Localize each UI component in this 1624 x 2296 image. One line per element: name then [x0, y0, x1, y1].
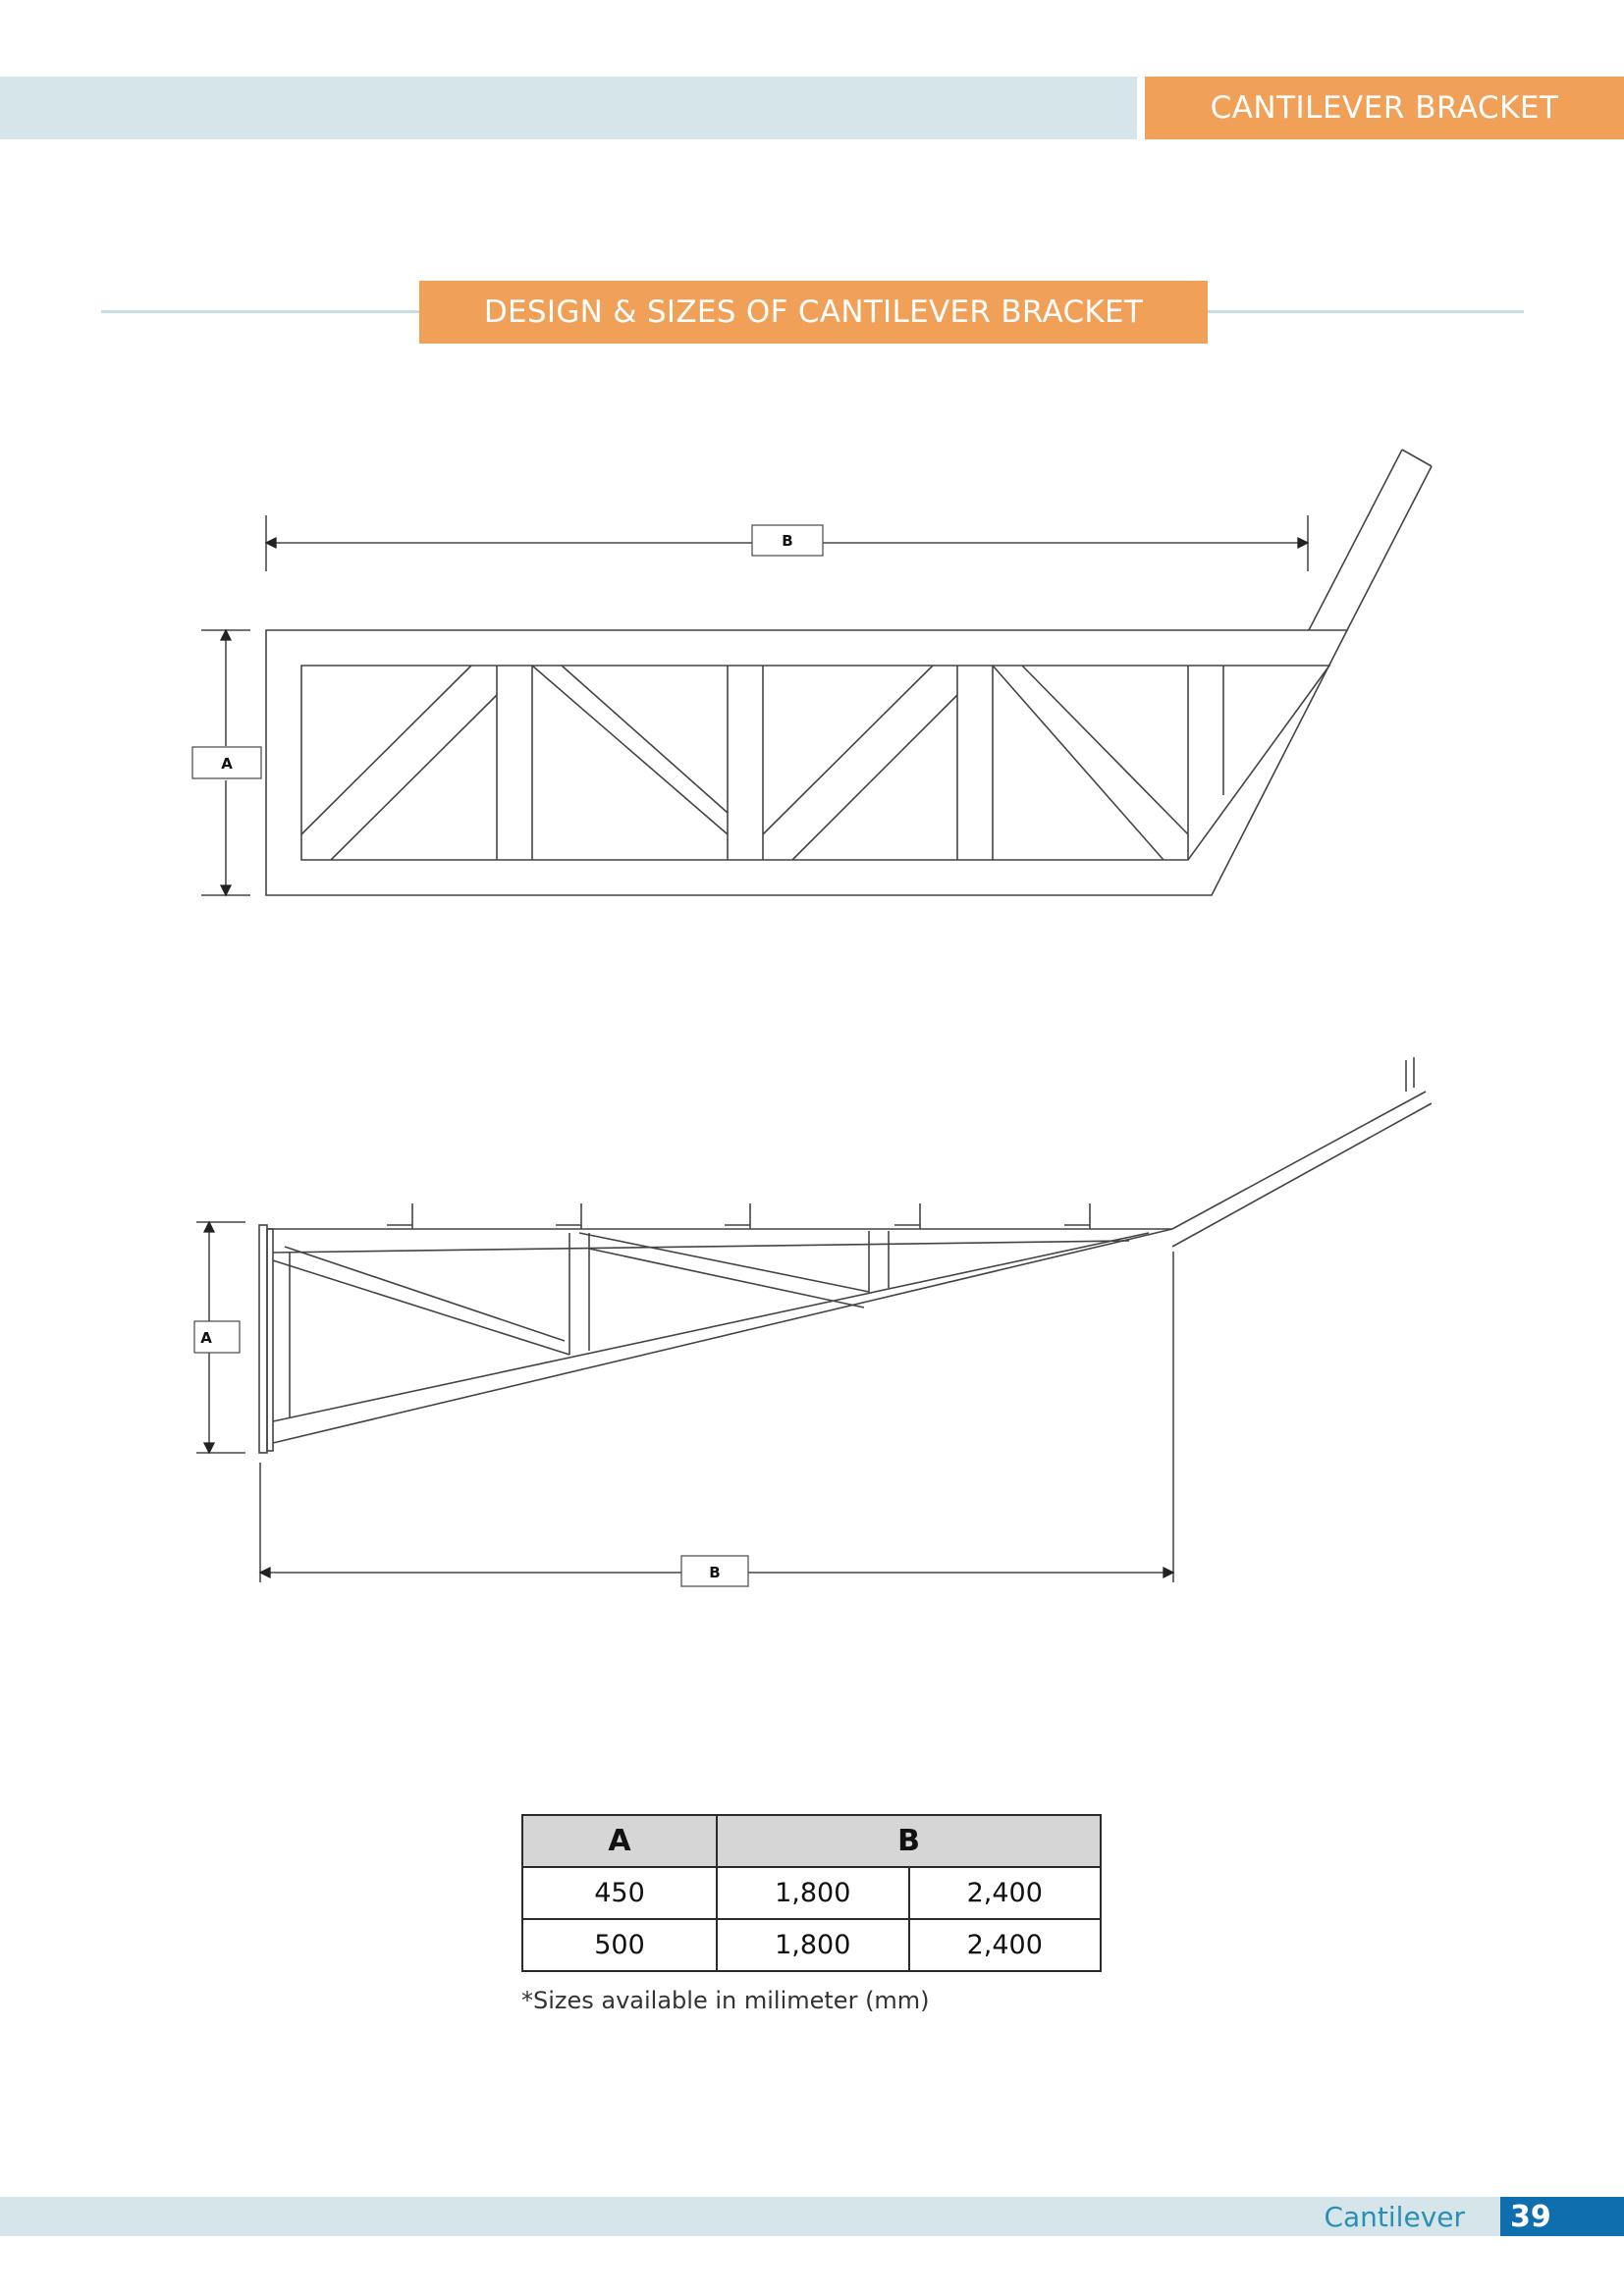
sizes-note: *Sizes available in milimeter (mm) [521, 1987, 930, 2014]
table-cell: 2,400 [909, 1919, 1102, 1971]
table-cell: 1,800 [717, 1867, 909, 1919]
header-tab: CANTILEVER BRACKET [1145, 77, 1624, 139]
table-row [522, 1867, 1101, 1919]
header-b: B [717, 1815, 1101, 1867]
table-row [522, 1919, 1101, 1971]
footer-label: Cantilever [1324, 2200, 1465, 2233]
top-dim-a-label: A [221, 755, 233, 773]
side-dim-b-label: B [709, 1564, 721, 1581]
top-view-dimensions [201, 515, 1308, 895]
section-title: DESIGN & SIZES OF CANTILEVER BRACKET [419, 281, 1208, 344]
side-view-dimensions [196, 1222, 1173, 1582]
sizes-table [521, 1814, 1102, 1972]
table-cell: 500 [522, 1919, 717, 1971]
top-dim-b-label: B [782, 532, 793, 550]
table-cell: 450 [522, 1867, 717, 1919]
header-a: A [522, 1815, 717, 1867]
page-number: 39 [1500, 2197, 1624, 2236]
side-dim-a-label: A [200, 1329, 212, 1347]
table-cell: 2,400 [909, 1867, 1102, 1919]
table-header-row [522, 1815, 1101, 1867]
table-cell: 1,800 [717, 1919, 909, 1971]
top-view-drawing [266, 450, 1432, 895]
side-view-drawing [259, 1057, 1432, 1453]
